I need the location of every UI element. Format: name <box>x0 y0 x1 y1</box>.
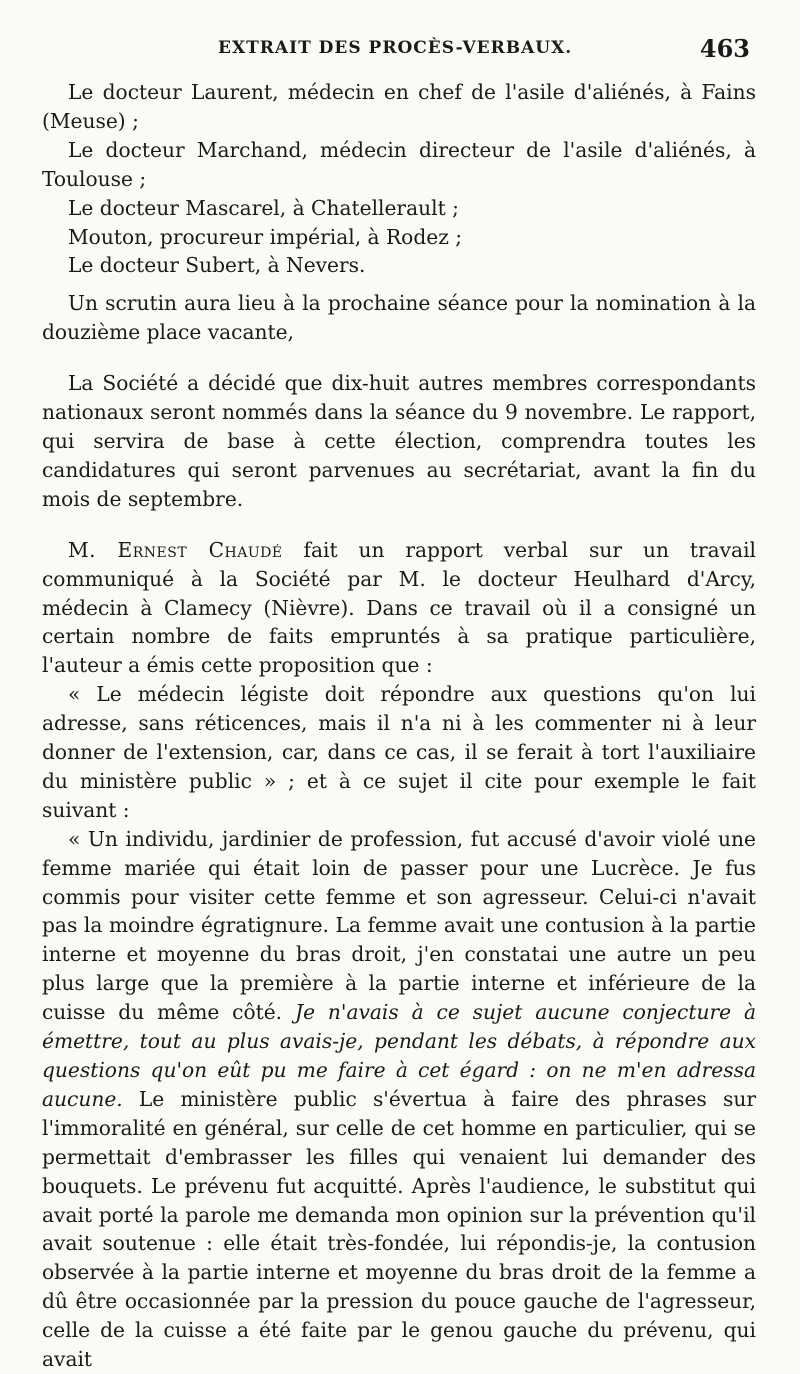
member-entry-marchand: Le docteur Marchand, médecin directeur de l'asile d'aliénés, à Toulouse ; <box>42 137 756 191</box>
page-number: 463 <box>699 34 750 63</box>
case-text-part2: Le ministère public s'évertua à faire des phrases sur l'immoralité en général, sur celle de cet homme en particulier, qui se permettait d'embrasser les filles qui venaient lui demander des bouquets. Le prévenu fut acquitté. Après l'audience, le substitut qui avait porté la parole me demanda mon opinion sur la prévention qu'il avait soutenue : elle était très-fondée, lui répondis-je, la contusion observée à la partie interne et moyenne du bras droit de la femme a dû être occasionnée par la pression du pouce gauche de l'agresseur, celle de la cuisse a été faite par le genou gauche du prévenu, qui avait <box>42 1086 756 1372</box>
paragraph-quote-case <box>42 825 756 1374</box>
running-title: EXTRAIT DES PROCÈS-VERBAUX. <box>218 38 573 58</box>
paragraph-quote-principle: « Le médecin légiste doit répondre aux questions qu'on lui adresse, sans réticences, mais il n'a ni à les commenter ni à leur donner de l'extension, car, dans ce cas, il se ferait à tort l'auxiliaire du ministère public » ; et à ce sujet il cite pour exemple le fait suivant : <box>42 682 756 822</box>
speaker-name: M. Ernest Chaudé <box>68 537 283 562</box>
case-text-part1: « Un individu, jardinier de profession, fut accusé d'avoir violé une femme mariée qui était loin de passer pour une Lucrèce. Je fus commis pour visiter cette femme et son agresseur. Celui-ci n'avait pas la moindre égratignure. La femme avait une contusion à la partie interne et moyenne du bras droit, j'en constatai une autre un peu plus large que la première à la partie interne et inférieure de la cuisse du même côté. <box>42 826 756 1025</box>
case-text-italic: Je n'avais à ce sujet aucune conjecture à émettre, tout au plus avais-je, pendant les débats, à répondre aux questions qu'on eût pu me faire à cet égard : on ne m'en adressa aucune. <box>42 1000 756 1111</box>
member-entry-laurent: Le docteur Laurent, médecin en chef de l'asile d'aliénés, à Fains (Meuse) ; <box>42 80 756 133</box>
page-body <box>42 78 756 1374</box>
page-header <box>42 34 756 78</box>
rapport-text: fait un rapport verbal sur un travail communiqué à la Société par M. le docteur Heulhard d'Arcy, médecin à Clamecy (Nièvre). Dans ce travail où il a consigné un certain nombre de faits empruntés à sa pratique particulière, l'auteur a émis cette proposition que : <box>42 537 756 678</box>
paragraph-rapport <box>42 536 756 681</box>
paragraph-societe: La Société a décidé que dix-huit autres membres correspondants nationaux seront nommés dans la séance du 9 novembre. Le rapport, qui servira de base à cette élection, comprendra toutes les candidatures qui seront parvenues au secrétariat, avant la fin du mois de septembre. <box>42 371 756 511</box>
member-entry-subert: Le docteur Subert, à Nevers. <box>68 253 366 278</box>
paragraph-scrutin: Un scrutin aura lieu à la prochaine séance pour la nomination à la douzième place vacante, <box>42 291 756 345</box>
member-entry-mouton: Mouton, procureur impérial, à Rodez ; <box>68 224 463 249</box>
member-entry-mascarel: Le docteur Mascarel, à Chatellerault ; <box>68 195 459 220</box>
